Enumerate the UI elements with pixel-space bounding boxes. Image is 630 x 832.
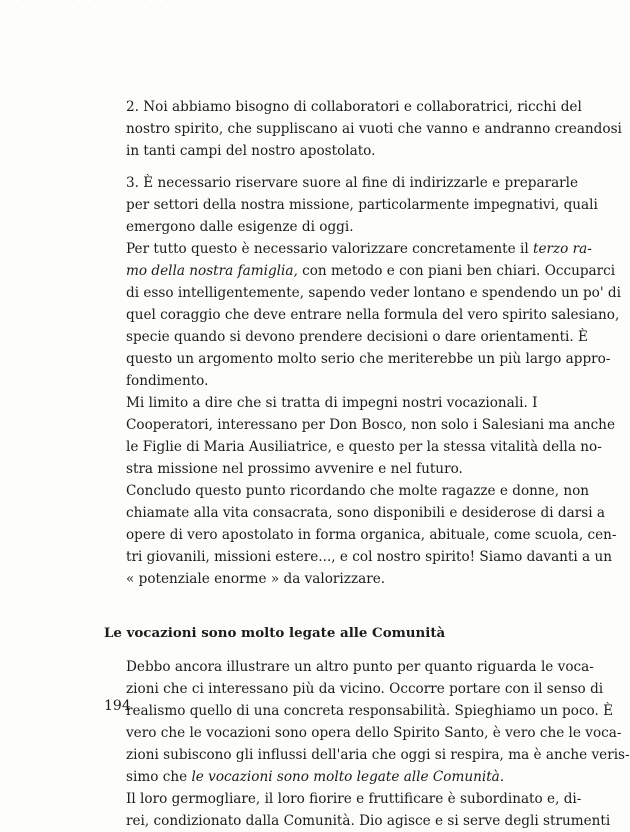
text-line: nostro spirito, che suppliscano ai vuoti che vanno e andranno creandosi (126, 121, 622, 137)
text-line: rei, condizionato dalla Comunità. Dio agisce e si serve degli strumenti (126, 813, 611, 829)
text-line: le Figlie di Maria Ausiliatrice, e questo per la stessa vitalità della no- (126, 439, 602, 455)
text-line: specie quando si devono prendere decisioni o dare orientamenti. È (126, 329, 588, 345)
text-run: simo che (126, 769, 192, 785)
text-line: questo un argomento molto serio che meriterebbe un più largo appro- (126, 351, 611, 367)
text-line (104, 238, 592, 260)
text-line: 3. È necessario riservare suore al fine di indirizzarle e prepararle (126, 175, 579, 191)
text-line: 2. Noi abbiamo bisogno di collaboratori e collaboratrici, ricchi del (126, 99, 582, 115)
italic-run: terzo ra- (533, 241, 592, 257)
paragraph-1 (104, 96, 622, 162)
paragraph-7 (104, 788, 611, 832)
italic-run: mo della nostra famiglia, (126, 263, 298, 279)
text-line: di esso intelligentemente, sapendo veder lontano e spendendo un po' di (126, 285, 621, 301)
text-line: Debbo ancora illustrare un altro punto per quanto riguarda le voca- (126, 659, 594, 675)
text-line: Cooperatori, interessano per Don Bosco, non solo i Salesiani ma anche (126, 417, 615, 433)
text-line: Il loro germogliare, il loro fiorire e fruttificare è subordinato e, di- (126, 791, 582, 807)
text-line: in tanti campi del nostro apostolato. (126, 143, 376, 159)
text-line: per settori della nostra missione, particolarmente impegnativi, quali (126, 197, 598, 213)
text-line: zioni subiscono gli influssi dell'aria che oggi si respira, ma è anche veris- (126, 747, 630, 763)
text-line: chiamate alla vita consacrata, sono disponibili e desiderose di darsi a (126, 505, 605, 521)
text-line: vero che le vocazioni sono opera dello Spirito Santo, è vero che le voca- (126, 725, 622, 741)
paragraph-4 (104, 392, 615, 480)
paragraph-5 (104, 480, 617, 590)
text-line: tri giovanili, missioni estere..., e col nostro spirito! Siamo davanti a un (126, 549, 612, 565)
scan-specks (220, 8, 520, 14)
italic-run: le vocazioni sono molto legate alle Comunità. (191, 769, 505, 785)
paragraph-2 (104, 172, 598, 238)
text-line: zioni che ci interessano più da vicino. Occorre portare con il senso di (126, 681, 604, 697)
text-line: stra missione nel prossimo avvenire e nel futuro. (126, 461, 463, 477)
text-run: Per tutto questo è necessario valorizzare concretamente il (126, 241, 533, 257)
text-line: Concludo questo punto ricordando che molte ragazze e donne, non (126, 483, 590, 499)
text-line: opere di vero apostolato in forma organica, abituale, come scuola, cen- (126, 527, 617, 543)
text-line: « potenziale enorme » da valorizzare. (126, 571, 386, 587)
scan-specks (12, 4, 172, 44)
page-body (104, 88, 630, 832)
paragraph-3 (104, 238, 621, 392)
text-line (104, 766, 518, 788)
text-line (104, 260, 616, 282)
text-line: fondimento. (126, 373, 209, 389)
text-run: con metodo e con piani ben chiari. Occuparci (297, 263, 616, 279)
text-line: emergono dalle esigenze di oggi. (126, 219, 354, 235)
text-line: quel coraggio che deve entrare nella formula del vero spirito salesiano, (126, 307, 620, 323)
page-number: 194 (104, 698, 131, 714)
paragraph-6 (104, 656, 630, 788)
text-line: realismo quello di una concreta responsabilità. Spieghiamo un poco. È (126, 703, 614, 719)
section-heading: Le vocazioni sono molto legate alle Comunità (104, 625, 446, 641)
text-line: Mi limito a dire che si tratta di impegni nostri vocazionali. I (126, 395, 538, 411)
